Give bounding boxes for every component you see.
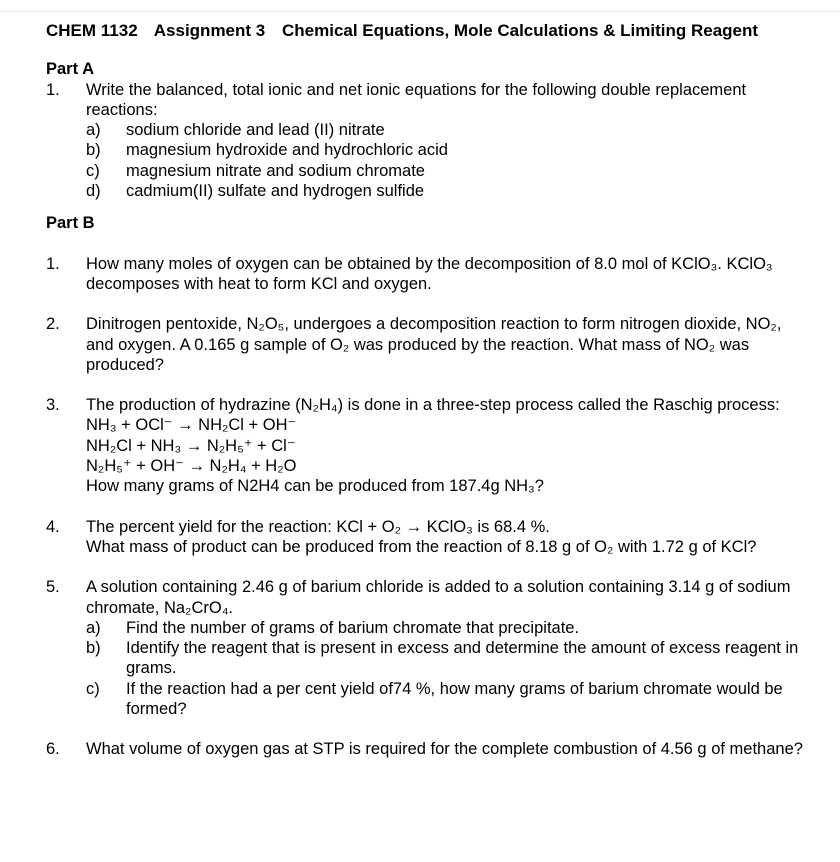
part-b-heading: Part B: [46, 214, 95, 233]
sub-item-text: sodium chloride and lead (II) nitrate: [126, 121, 385, 140]
sub-item-letter: d): [86, 182, 101, 201]
sub-item-letter: c): [86, 161, 100, 180]
question-number: 2.: [46, 315, 60, 334]
question-followup: What mass of product can be produced from the reaction of 8.18 g of O₂ with 1.72 g of KCl?: [86, 537, 757, 556]
equation-2: NH₂Cl + NH₃ → N₂H₅⁺ + Cl⁻: [86, 436, 296, 455]
question-text: Write the balanced, total ionic and net ionic equations for the following double replacement reactions:: [86, 80, 747, 119]
sub-item-text: magnesium nitrate and sodium chromate: [126, 161, 425, 180]
sub-item-letter: a): [86, 618, 101, 637]
assignment-document: [46, 20, 806, 760]
part-a-heading: Part A: [46, 60, 94, 79]
question-text: The production of hydrazine (N₂H₄) is done in a three-step process called the Raschig process:: [86, 396, 780, 415]
sub-item-b: [86, 638, 806, 679]
sub-item-letter: b): [86, 639, 101, 658]
question-text: A solution containing 2.46 g of barium chloride is added to a solution containing 3.14 g of sodium chromate, Na₂CrO₄.: [86, 578, 791, 617]
question-number: 3.: [46, 396, 60, 415]
assignment-topic: Chemical Equations, Mole Calculations & Limiting Reagent: [281, 21, 759, 40]
course-code: CHEM 1132: [46, 21, 138, 40]
part-b-question-1: [46, 254, 806, 295]
part-b-question-3: [46, 395, 806, 496]
sub-item-text: Find the number of grams of barium chromate that precipitate.: [126, 618, 580, 637]
sub-item-a: [86, 618, 806, 638]
assignment-number: Assignment 3: [153, 21, 266, 40]
sub-item-letter: b): [86, 141, 101, 160]
question-number: 4.: [46, 517, 60, 536]
equation-1: NH₃ + OCl⁻ → NH₂Cl + OH⁻: [86, 416, 297, 435]
sub-item-text: cadmium(II) sulfate and hydrogen sulfide: [126, 182, 425, 201]
question-text: What volume of oxygen gas at STP is required for the complete combustion of 4.56 g of methane?: [86, 740, 803, 759]
sub-item-text: magnesium hydroxide and hydrochloric acid: [126, 141, 448, 160]
question-number: 6.: [46, 740, 60, 759]
question-text: How many moles of oxygen can be obtained by the decomposition of 8.0 mol of KClO₃. KClO₃ decomposes with heat to form KCl and oxygen.: [86, 254, 773, 293]
sub-item-c: [86, 679, 806, 720]
top-divider: [0, 11, 840, 12]
part-a-question-1: [46, 80, 806, 202]
part-b-question-6: [46, 739, 806, 759]
part-b-question-2: [46, 314, 806, 375]
question-text: Dinitrogen pentoxide, N₂O₅, undergoes a decomposition reaction to form nitrogen dioxide, NO₂, and oxygen. A 0.165 g sample of O₂ was produced by the reaction. What mass of NO₂ was produced?: [86, 315, 782, 374]
sub-item-letter: a): [86, 121, 101, 140]
sub-item-c: [86, 161, 806, 181]
question-number: 1.: [46, 254, 60, 273]
part-b-question-5: [46, 577, 806, 719]
question-followup: How many grams of N2H4 can be produced from 187.4g NH₃?: [86, 477, 544, 496]
sub-item-b: [86, 140, 806, 160]
sub-item-letter: c): [86, 679, 100, 698]
sub-item-text: If the reaction had a per cent yield of74 %, how many grams of barium chromate would be formed?: [126, 679, 783, 719]
sub-item-a: [86, 120, 806, 140]
sub-item-text: Identify the reagent that is present in excess and determine the amount of excess reagent in grams.: [126, 639, 799, 678]
equation-3: N₂H₅⁺ + OH⁻ → N₂H₄ + H₂O: [86, 457, 297, 476]
part-b-question-4: [46, 517, 806, 558]
question-number: 1.: [46, 80, 60, 99]
document-title: [46, 21, 806, 41]
sub-item-d: [86, 181, 806, 201]
question-text: The percent yield for the reaction: KCl + O₂ → KClO₃ is 68.4 %.: [86, 517, 550, 536]
question-number: 5.: [46, 578, 60, 597]
